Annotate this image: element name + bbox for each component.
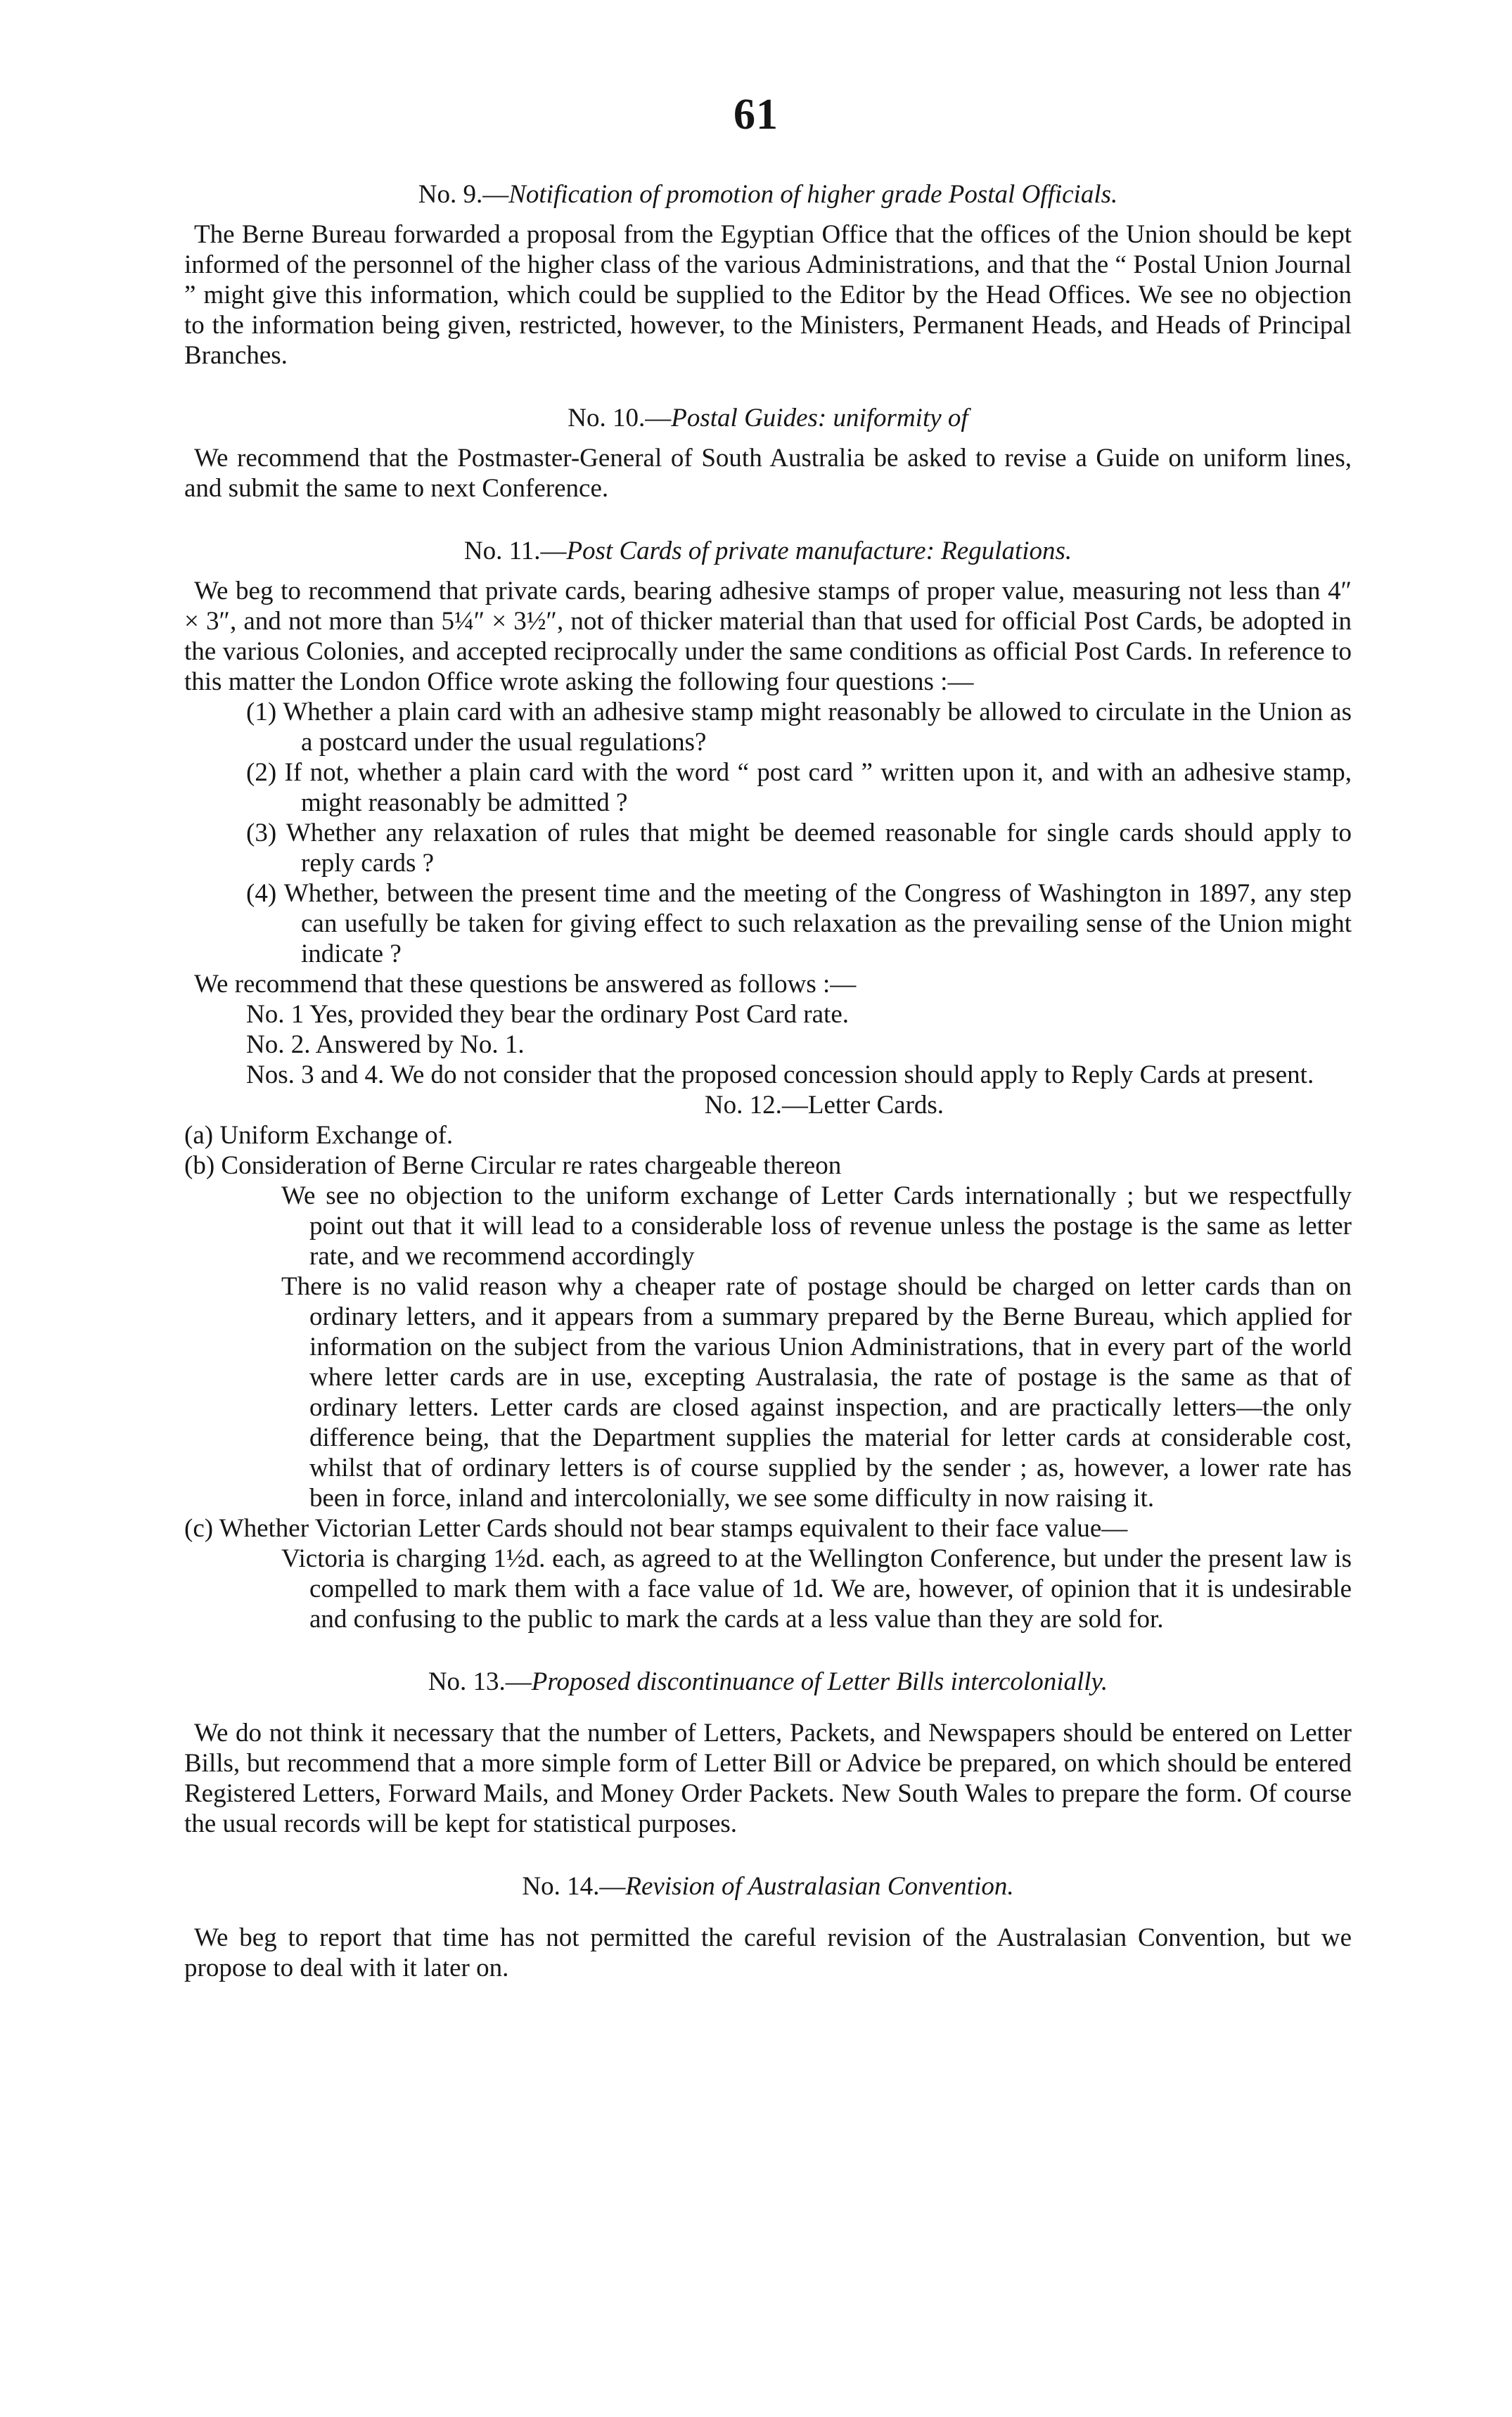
page-number: 61 — [733, 91, 779, 139]
section-9-title: Notification of promotion of higher grade Postal Officials. — [508, 180, 1118, 209]
answers-intro: We recommend that these questions be answered as follows :— — [194, 970, 857, 999]
section-14-paragraph: We beg to report that time has not permitted the careful revision of the Australasian Convention, but we propose to deal with it later on. — [184, 1923, 1352, 1982]
section-13-number: No. 13.— — [428, 1667, 532, 1696]
section-12-c-paragraph: Victoria is charging 1½d. each, as agreed to at the Wellington Conference, but under the present law is compelled to mark them with a face value of 1d. We are, however, of opinion that it is undesirable and confusing to the public to mark the cards at a less value than they are sold for. — [281, 1544, 1352, 1634]
section-14-title: Revision of Australasian Convention. — [625, 1872, 1014, 1901]
section-9-paragraph: The Berne Bureau forwarded a proposal from the Egyptian Office that the offices of the Union should be kept informed of the personnel of the higher class of the various Administrations, and that the “ Postal Union Journal ” might give this information, which could be supplied to the Editor by the Head Offices. We see no objection to the information being given, restricted, however, to the Ministers, Permanent Heads, and Heads of Principal Branches. — [184, 220, 1352, 370]
section-12-item-c: (c) Whether Victorian Letter Cards should not bear stamps equivalent to their face value— — [184, 1514, 1128, 1543]
question-3: (3) Whether any relaxation of rules that might be deemed reasonable for single cards should apply to reply cards ? — [246, 819, 1352, 878]
section-12-item-b: (b) Consideration of Berne Circular re rates chargeable thereon — [184, 1151, 842, 1180]
section-13-heading — [184, 1667, 1352, 1697]
answer-1: No. 1 Yes, provided they bear the ordinary Post Card rate. — [246, 1000, 849, 1029]
section-14-heading — [184, 1871, 1352, 1902]
section-14-number: No. 14.— — [522, 1872, 626, 1901]
section-12-b-paragraph-1: We see no objection to the uniform exchange of Letter Cards internationally ; but we respectfully point out that it will lead to a considerable loss of revenue unless the postage is the same as letter rate, and we recommend accordingly — [281, 1181, 1352, 1271]
section-11-heading — [184, 536, 1352, 566]
question-1: (1) Whether a plain card with an adhesive stamp might reasonably be allowed to circulate in the Union as a postcard under the usual regulations? — [246, 698, 1352, 757]
section-12-b-paragraph-2: There is no valid reason why a cheaper rate of postage should be charged on letter cards than on ordinary letters, and it appears from a summary prepared by the Berne Bureau, which applied for information on the subject from the various Union Administrations, that in every part of the world where letter cards are in use, excepting Australasia, the rate of postage is the same as that of ordinary letters. Letter cards are closed against inspection, and are practically letters—the only difference being, that the Department supplies the material for letter cards at considerable cost, whilst that of ordinary letters is of course supplied by the sender ; as, however, a lower rate has been in force, inland and intercolonially, we see some difficulty in now raising it. — [281, 1272, 1352, 1513]
section-12-heading — [184, 1090, 1352, 1120]
section-12-title: Letter Cards. — [807, 1091, 944, 1120]
section-10-title: Postal Guides: uniformity of — [671, 404, 968, 432]
section-10-number: No. 10.— — [568, 404, 672, 432]
page-body — [184, 179, 1352, 1983]
answer-3-4: Nos. 3 and 4. We do not consider that the proposed concession should apply to Reply Cards at present. — [246, 1060, 1314, 1089]
section-11-title: Post Cards of private manufacture: Regulations. — [566, 537, 1072, 565]
section-10-paragraph: We recommend that the Postmaster-General of South Australia be asked to revise a Guide on uniform lines, and submit the same to next Conference. — [184, 444, 1352, 503]
section-10-heading — [184, 403, 1352, 433]
section-11-paragraph: We beg to recommend that private cards, bearing adhesive stamps of proper value, measuring not less than 4″ × 3″, and not more than 5¼″ × 3½″, not of thicker material than that used for official Post Cards, be adopted in the various Colonies, and accepted reciprocally under the same conditions as official Post Cards. In reference to this matter the London Office wrote asking the following four questions :— — [184, 577, 1352, 696]
section-9-number: No. 9.— — [418, 180, 509, 209]
section-11-number: No. 11.— — [463, 537, 567, 565]
section-12-item-a: (a) Uniform Exchange of. — [184, 1121, 454, 1150]
question-4: (4) Whether, between the present time and the meeting of the Congress of Washington in 1897, any step can usefully be taken for giving effect to such relaxation as the prevailing sense of the Union might indicate ? — [246, 879, 1352, 968]
answer-2: No. 2. Answered by No. 1. — [246, 1030, 525, 1059]
section-9-heading — [184, 179, 1352, 210]
section-13-paragraph: We do not think it necessary that the number of Letters, Packets, and Newspapers should be entered on Letter Bills, but recommend that a more simple form of Letter Bill or Advice be prepared, on which should be entered Registered Letters, Forward Mails, and Money Order Packets. New South Wales to prepare the form. Of course the usual records will be kept for statistical purposes. — [184, 1719, 1352, 1838]
section-13-title: Proposed discontinuance of Letter Bills intercolonially. — [531, 1667, 1108, 1696]
question-2: (2) If not, whether a plain card with the word “ post card ” written upon it, and with an adhesive stamp, might reasonably be admitted ? — [246, 758, 1352, 817]
section-12-number: No. 12.— — [704, 1091, 808, 1120]
